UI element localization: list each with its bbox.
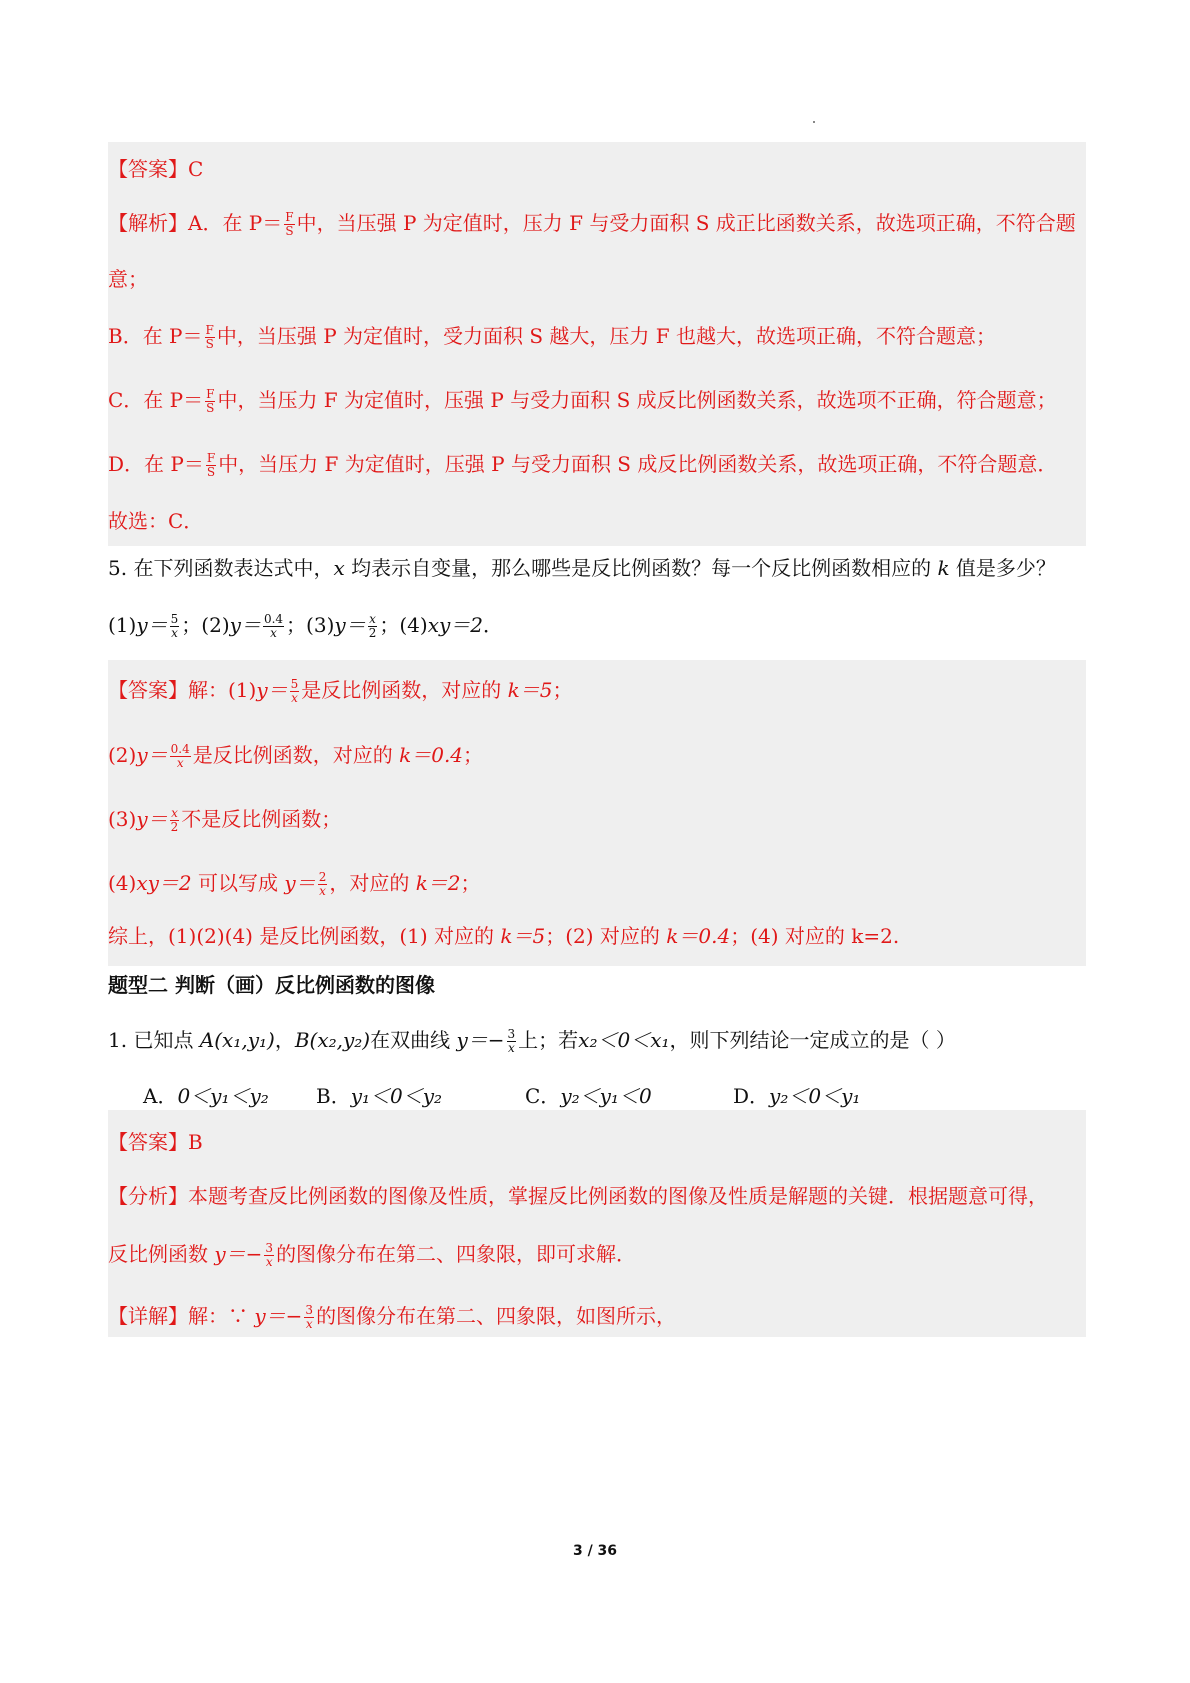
- math-k: k＝0.4: [399, 743, 464, 767]
- punct: ，: [274, 1028, 295, 1052]
- option-label: D．: [733, 1084, 770, 1108]
- option-d-text: 中，当压力 F 为定值时，压强 P 与受力面积 S 成反比例函数关系，故选项正确，不符合题意．: [218, 452, 1058, 476]
- answer-2-line-2: [108, 741, 483, 770]
- math-lhs: y＝: [256, 678, 288, 702]
- text: 解：∵: [188, 1304, 255, 1328]
- math-lhs: y＝−: [214, 1242, 263, 1266]
- math-lhs: y＝−: [254, 1304, 303, 1328]
- answer-2-line-1: [108, 676, 573, 705]
- fraction: $\frac{3}{x}$: [265, 1241, 274, 1269]
- answer-2-line-3: [108, 805, 341, 834]
- option-label: B．: [316, 1084, 351, 1108]
- text: ，对应的: [329, 871, 416, 895]
- math-k: k＝0.4: [666, 924, 731, 948]
- option-label: A．: [143, 1084, 178, 1108]
- text: (3): [108, 807, 137, 831]
- math-lhs: y＝: [334, 613, 366, 637]
- math-lhs: y＝: [136, 743, 168, 767]
- text: 是反比例函数，对应的: [301, 678, 508, 702]
- page-number: 3 / 36: [572, 1543, 618, 1559]
- text: 在双曲线: [370, 1028, 457, 1052]
- option-c-text: 中，当压力 F 为定值时，压强 P 与受力面积 S 成反比例函数关系，故选项不正确，符合题意；: [217, 388, 1057, 412]
- analysis-label: 【解析】: [108, 211, 188, 235]
- point-a: A(x₁,y₁): [199, 1028, 275, 1052]
- stem-part: 值是多少？: [949, 556, 1056, 580]
- text: 的图像分布在第二、四象限，即可求解．: [276, 1242, 637, 1266]
- stem-part: 均表示自变量，那么哪些是反比例函数？每一个反比例函数相应的: [344, 556, 938, 580]
- fraction: $\frac{2}{x}$: [318, 870, 327, 898]
- fraction: $\frac{0.4}{x}$: [263, 612, 284, 640]
- option-b[interactable]: [316, 1082, 525, 1110]
- analysis-label: 【分析】: [108, 1184, 188, 1208]
- punct: ；: [463, 743, 484, 767]
- option-label: (1): [108, 613, 137, 637]
- text: (2): [108, 743, 137, 767]
- fraction-f-over-s: $\frac{F}{S}$: [205, 323, 214, 351]
- analysis-text: 本题考查反比例函数的图像及性质，掌握反比例函数的图像及性质是解题的关键．根据题意可得，: [188, 1184, 1048, 1208]
- fraction: $\frac{x}{2}$: [170, 806, 179, 834]
- fraction: $\frac{5}{x}$: [170, 612, 179, 640]
- punct: ；: [460, 871, 481, 895]
- fraction: $\frac{x}{2}$: [368, 612, 377, 640]
- option-label: ；(4): [379, 613, 428, 637]
- math-expr: xy＝2: [136, 871, 192, 895]
- math-k: k＝5: [507, 678, 553, 702]
- analysis-line-a-cont: [108, 265, 148, 293]
- punct: ；: [552, 678, 573, 702]
- math-k: k＝2: [415, 871, 461, 895]
- question-5-options: [108, 611, 503, 640]
- fraction: $\frac{3}{x}$: [305, 1303, 314, 1331]
- text: 上；若: [518, 1028, 579, 1052]
- choose-text: 故选：C．: [108, 509, 204, 533]
- option-label: ；(2): [181, 613, 230, 637]
- punct: ．: [483, 613, 503, 637]
- analysis-line-a: [108, 209, 1076, 238]
- text: 不是反比例函数；: [181, 807, 342, 831]
- option-a-text: 中，当压强 P 为定值时，压力 F 与受力面积 S 成正比函数关系，故选项正确，不符合题: [296, 211, 1076, 235]
- answer-3-line: [108, 1128, 203, 1156]
- text: 可以写成: [191, 871, 285, 895]
- option-b-text: 中，当压强 P 为定值时，受力面积 S 越大，压力 F 也越大，故选项正确，不符合题意；: [216, 324, 997, 348]
- answer-2-summary: [108, 922, 899, 950]
- math-k: k＝5: [500, 924, 546, 948]
- fraction-f-over-s: $\frac{F}{S}$: [285, 210, 294, 238]
- analysis-3-line-2: [108, 1240, 636, 1269]
- option-c[interactable]: [525, 1082, 733, 1110]
- analysis-line-c: [108, 386, 1057, 415]
- text: 是反比例函数，对应的: [192, 743, 400, 767]
- section-heading: [108, 971, 435, 999]
- answer-line-1: [108, 155, 203, 183]
- analysis-line-d: [108, 450, 1057, 479]
- option-text: y₂＜0＜y₁: [769, 1084, 861, 1108]
- fraction: $\frac{5}{x}$: [290, 677, 299, 705]
- math-lhs: y＝: [136, 807, 168, 831]
- detail-label: 【详解】: [108, 1304, 188, 1328]
- math-lhs: y＝: [229, 613, 261, 637]
- var-k: k: [937, 556, 950, 580]
- option-c-prefix: C．在 P＝: [108, 388, 204, 412]
- question-1-stem: [108, 1026, 956, 1055]
- math-condition: x₂＜0＜x₁: [578, 1028, 670, 1052]
- choose-line: [108, 507, 203, 535]
- math-lhs: y＝: [136, 613, 168, 637]
- option-a-continuation: 意；: [108, 267, 148, 291]
- text: 反比例函数: [108, 1242, 215, 1266]
- option-d-prefix: D．在 P＝: [108, 452, 204, 476]
- text: 的图像分布在第二、四象限，如图所示，: [316, 1304, 677, 1328]
- section-title: 题型二 判断（画）反比例函数的图像: [108, 973, 435, 997]
- fraction: $\frac{0.4}{x}$: [170, 742, 190, 770]
- option-b-prefix: B．在 P＝: [108, 324, 203, 348]
- fraction-f-over-s: $\frac{F}{S}$: [206, 451, 216, 479]
- question-1-options: [143, 1082, 860, 1110]
- option-text: y₁＜0＜y₂: [350, 1084, 443, 1108]
- fraction-f-over-s: $\frac{F}{S}$: [206, 387, 215, 415]
- math-expr: xy＝2: [427, 613, 483, 637]
- option-a[interactable]: [143, 1082, 316, 1110]
- option-label: C．: [525, 1084, 561, 1108]
- text: 1. 已知点: [108, 1028, 200, 1052]
- text: ；(2) 对应的: [545, 924, 667, 948]
- analysis-3-line-1: [108, 1182, 1048, 1210]
- text: 综上，(1)(2)(4) 是反比例函数，(1) 对应的: [108, 924, 501, 948]
- answer-2-line-4: [108, 869, 481, 898]
- option-text: 0＜y₁＜y₂: [177, 1084, 269, 1108]
- analysis-line-b: [108, 322, 996, 351]
- answer-value: C: [188, 157, 204, 181]
- answer-value: B: [188, 1130, 203, 1154]
- question-5-stem: [108, 554, 1056, 582]
- text: ，则下列结论一定成立的是（ ）: [669, 1028, 956, 1052]
- point-b: B(x₂,y₂): [294, 1028, 371, 1052]
- option-label: ；(3): [286, 613, 335, 637]
- var-x: x: [333, 556, 345, 580]
- stray-dot: [813, 121, 815, 123]
- math-lhs: y＝: [284, 871, 316, 895]
- option-text: y₂＜y₁＜0: [560, 1084, 652, 1108]
- option-d[interactable]: [733, 1082, 860, 1110]
- stem-part: 5. 在下列函数表达式中，: [108, 556, 334, 580]
- detail-3-line: [108, 1302, 676, 1331]
- option-a-prefix: A．在 P＝: [188, 211, 283, 235]
- text: (4): [108, 871, 137, 895]
- fraction: $\frac{3}{x}$: [507, 1027, 516, 1055]
- answer-label: 【答案】: [108, 1130, 188, 1154]
- answer-label: 【答案】: [108, 678, 188, 702]
- answer-label: 【答案】: [108, 157, 188, 181]
- math-lhs: y＝−: [456, 1028, 505, 1052]
- text: ；(4) 对应的 k=2.: [730, 924, 900, 948]
- text: 解：(1): [188, 678, 257, 702]
